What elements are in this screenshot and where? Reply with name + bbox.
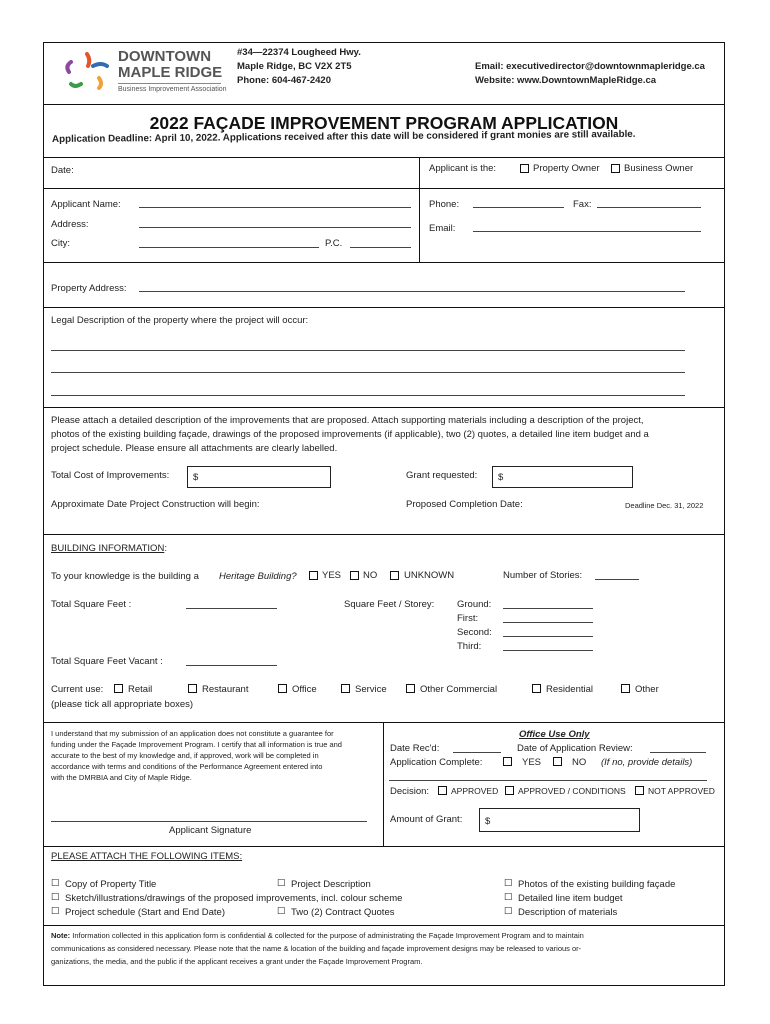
- org-logo: [57, 50, 117, 92]
- attach-heading: PLEASE ATTACH THE FOLLOWING ITEMS:: [51, 851, 243, 862]
- org-tagline: Business Improvement Association: [118, 86, 227, 93]
- approved-conditions-checkbox[interactable]: [505, 786, 514, 795]
- stories-field[interactable]: [595, 579, 639, 580]
- building-heading: [51, 543, 167, 554]
- use-residential-checkbox[interactable]: [532, 684, 541, 693]
- divider: [43, 157, 725, 158]
- heritage-no-checkbox[interactable]: [350, 571, 359, 580]
- date-received-field[interactable]: [453, 752, 501, 753]
- vacant-sqft-field[interactable]: [186, 665, 277, 666]
- heritage-yes-label: YES: [322, 570, 342, 581]
- use-retail-checkbox[interactable]: [114, 684, 123, 693]
- fax-field[interactable]: [597, 207, 701, 208]
- ground-field[interactable]: [503, 608, 593, 609]
- use-restaurant-checkbox[interactable]: [188, 684, 197, 693]
- dollar-sign: $: [485, 816, 491, 827]
- note-line-2: communications as considered necessary. Please note that the name & location of the building and façade improvement designs may be released to various or-: [51, 944, 582, 953]
- not-approved-label: NOT APPROVED: [648, 786, 715, 796]
- phone-field[interactable]: [473, 207, 564, 208]
- attach-box-8[interactable]: ☐: [504, 906, 513, 917]
- complete-yes-checkbox[interactable]: [503, 757, 512, 766]
- form-frame: [43, 42, 725, 986]
- divider: [43, 188, 725, 189]
- use-other-label: Other: [635, 684, 659, 695]
- improvements-text-2: photos of the existing building façade, drawings of the proposed improvements (if applicable), two (2) quotes, a detailed line item budget and a: [51, 429, 649, 440]
- if-no-note: (If no, provide details): [601, 757, 693, 768]
- use-retail-label: Retail: [128, 684, 153, 695]
- note-line-1: [51, 931, 584, 940]
- use-other-commercial-checkbox[interactable]: [406, 684, 415, 693]
- vertical-divider: [383, 722, 384, 846]
- divider: [43, 534, 725, 535]
- amount-label: Amount of Grant:: [390, 814, 463, 825]
- use-office-checkbox[interactable]: [278, 684, 287, 693]
- applicant-name-label: Applicant Name:: [51, 199, 121, 210]
- first-label: First:: [457, 613, 479, 624]
- attach-box-6[interactable]: ☐: [51, 906, 60, 917]
- approved-conditions-label: APPROVED / CONDITIONS: [518, 786, 626, 796]
- org-divider: [118, 83, 221, 84]
- use-other-commercial-label: Other Commercial: [420, 684, 498, 695]
- total-cost-label: Total Cost of Improvements:: [51, 470, 170, 481]
- use-service-label: Service: [355, 684, 387, 695]
- divider: [43, 104, 725, 105]
- use-other-checkbox[interactable]: [621, 684, 630, 693]
- heritage-unknown-checkbox[interactable]: [390, 571, 399, 580]
- deadline-text: Application Deadline: April 10, 2022. Applications received after this date will be considered if grant monies are still available.: [51, 128, 636, 145]
- declaration-line-5: with the DMRBIA and City of Maple Ridge.: [51, 773, 192, 782]
- dollar-sign: $: [193, 472, 199, 483]
- building-heading-colon: :: [164, 543, 167, 554]
- divider: [43, 307, 725, 308]
- attach-box-4[interactable]: ☐: [51, 892, 60, 903]
- third-field[interactable]: [503, 650, 593, 651]
- property-owner-label: Property Owner: [533, 163, 600, 174]
- heritage-unknown-label: UNKNOWN: [404, 570, 455, 581]
- date-received-label: Date Rec'd:: [390, 743, 440, 754]
- total-sqft-label: Total Square Feet :: [51, 599, 132, 610]
- ground-label: Ground:: [457, 599, 492, 610]
- heritage-no-label: NO: [363, 570, 378, 581]
- tick-note: (please tick all appropriate boxes): [51, 699, 194, 710]
- attach-box-1[interactable]: ☐: [51, 878, 60, 889]
- heritage-question: To your knowledge is the building a: [51, 571, 199, 582]
- org-name-line2: MAPLE RIDGE: [118, 64, 223, 81]
- declaration-line-4: accordance with terms and conditions of the Performance Agreement entered into: [51, 762, 323, 771]
- city-label: City:: [51, 238, 70, 249]
- dollar-sign: $: [498, 472, 504, 483]
- divider: [43, 262, 725, 263]
- stories-label: Number of Stories:: [503, 570, 583, 581]
- third-label: Third:: [457, 641, 482, 652]
- attach-item-materials: Description of materials: [518, 907, 618, 918]
- improvements-text-1: Please attach a detailed description of the improvements that are proposed. Attach supporting materials including a description of the project,: [51, 415, 644, 426]
- divider: [43, 925, 725, 926]
- legal-line-1[interactable]: [51, 350, 685, 351]
- completion-date-label: Proposed Completion Date:: [406, 499, 523, 510]
- address-field[interactable]: [139, 227, 411, 228]
- divider: [43, 846, 725, 847]
- business-owner-label: Business Owner: [624, 163, 694, 174]
- org-address: #34—22374 Lougheed Hwy.: [237, 47, 361, 58]
- application-complete-label: Application Complete:: [390, 757, 483, 768]
- legal-description-label: Legal Description of the property where the project will occur:: [51, 315, 309, 326]
- grant-requested-input[interactable]: [492, 466, 633, 488]
- second-field[interactable]: [503, 636, 593, 637]
- start-date-label: Approximate Date Project Construction will begin:: [51, 499, 260, 510]
- first-field[interactable]: [503, 622, 593, 623]
- second-label: Second:: [457, 627, 492, 638]
- declaration-line-3: accurate to the best of my knowledge and, if approved, work will be completed in: [51, 751, 319, 760]
- attach-item-photos: Photos of the existing building façade: [518, 879, 676, 890]
- address-label: Address:: [51, 219, 89, 230]
- note-text-1: Information collected in this application form is confidential & collected for the purpose of administrating the Façade Improvement Program and to maintain: [72, 931, 584, 940]
- complete-no-label: NO: [572, 757, 587, 768]
- attach-box-3[interactable]: ☐: [504, 878, 513, 889]
- decision-label: Decision:: [390, 786, 430, 797]
- pc-label: P.C.: [325, 238, 343, 249]
- attach-box-2[interactable]: ☐: [277, 878, 286, 889]
- org-city: Maple Ridge, BC V2X 2T5: [237, 61, 352, 72]
- attach-box-5[interactable]: ☐: [504, 892, 513, 903]
- applicant-is-label: Applicant is the:: [429, 163, 497, 174]
- sqft-storey-label: Square Feet / Storey:: [344, 599, 435, 610]
- org-email: Email: executivedirector@downtownmapleridge.ca: [475, 61, 705, 72]
- use-residential-label: Residential: [546, 684, 593, 695]
- business-owner-checkbox[interactable]: [611, 164, 620, 173]
- email-label: Email:: [429, 223, 456, 234]
- heritage-question-italic: Heritage Building?: [219, 571, 297, 582]
- property-address-field[interactable]: [139, 291, 685, 292]
- current-use-label: Current use:: [51, 684, 104, 695]
- use-service-checkbox[interactable]: [341, 684, 350, 693]
- review-date-field[interactable]: [650, 752, 706, 753]
- pc-field[interactable]: [350, 247, 411, 248]
- attach-box-7[interactable]: ☐: [277, 906, 286, 917]
- office-use-heading: Office Use Only: [519, 729, 590, 740]
- note-line-3: ganizations, the media, and the public if the applicant receives a grant under the Façade Improvement Program.: [51, 957, 423, 966]
- approved-label: APPROVED: [451, 786, 499, 796]
- details-field[interactable]: [389, 780, 707, 781]
- not-approved-checkbox[interactable]: [635, 786, 644, 795]
- signature-label: Applicant Signature: [169, 825, 252, 836]
- signature-field[interactable]: [51, 821, 367, 822]
- use-office-label: Office: [292, 684, 317, 695]
- org-name-line1: DOWNTOWN: [118, 48, 212, 65]
- date-label: Date:: [51, 165, 74, 176]
- declaration-line-1: I understand that my submission of an application does not constitute a guarantee for: [51, 729, 334, 738]
- divider: [43, 407, 725, 408]
- legal-line-2[interactable]: [51, 372, 685, 373]
- legal-line-3[interactable]: [51, 395, 685, 396]
- vertical-divider: [419, 157, 420, 188]
- approved-checkbox[interactable]: [438, 786, 447, 795]
- city-field[interactable]: [139, 247, 319, 248]
- maple-leaf-icon: [57, 50, 117, 92]
- attach-item-sketches: Sketch/illustrations/drawings of the proposed improvements, incl. colour scheme: [65, 893, 403, 904]
- vertical-divider: [419, 188, 420, 262]
- building-heading-text: BUILDING INFORMATION: [51, 543, 165, 554]
- grant-requested-label: Grant requested:: [406, 470, 478, 481]
- property-address-label: Property Address:: [51, 283, 127, 294]
- vacant-sqft-label: Total Square Feet Vacant :: [51, 656, 163, 667]
- deadline-note: Deadline Dec. 31, 2022: [625, 501, 704, 510]
- complete-no-checkbox[interactable]: [553, 757, 562, 766]
- email-field[interactable]: [473, 231, 701, 232]
- property-owner-checkbox[interactable]: [520, 164, 529, 173]
- org-website: Website: www.DowntownMapleRidge.ca: [475, 75, 657, 86]
- total-cost-input[interactable]: [187, 466, 331, 488]
- phone-label: Phone:: [429, 199, 460, 210]
- note-label: Note:: [51, 931, 71, 940]
- heritage-yes-checkbox[interactable]: [309, 571, 318, 580]
- total-sqft-field[interactable]: [186, 608, 277, 609]
- fax-label: Fax:: [573, 199, 592, 210]
- org-phone: Phone: 604-467-2420: [237, 75, 331, 86]
- declaration-line-2: funding under the Façade Improvement Program. I certify that all information is true and: [51, 740, 342, 749]
- use-restaurant-label: Restaurant: [202, 684, 249, 695]
- review-date-label: Date of Application Review:: [517, 743, 633, 754]
- page-title: 2022 FAÇADE IMPROVEMENT PROGRAM APPLICATION: [149, 113, 619, 133]
- attach-item-property-title: Copy of Property Title: [65, 879, 157, 890]
- attach-item-schedule: Project schedule (Start and End Date): [65, 907, 226, 918]
- complete-yes-label: YES: [522, 757, 542, 768]
- attach-item-budget: Detailed line item budget: [518, 893, 623, 904]
- amount-input[interactable]: [479, 808, 640, 832]
- attach-item-project-description: Project Description: [291, 879, 371, 890]
- applicant-name-field[interactable]: [139, 207, 411, 208]
- improvements-text-3: project schedule. Please ensure all attachments are clearly labelled.: [51, 443, 338, 454]
- attach-item-quotes: Two (2) Contract Quotes: [291, 907, 395, 918]
- divider: [43, 722, 725, 723]
